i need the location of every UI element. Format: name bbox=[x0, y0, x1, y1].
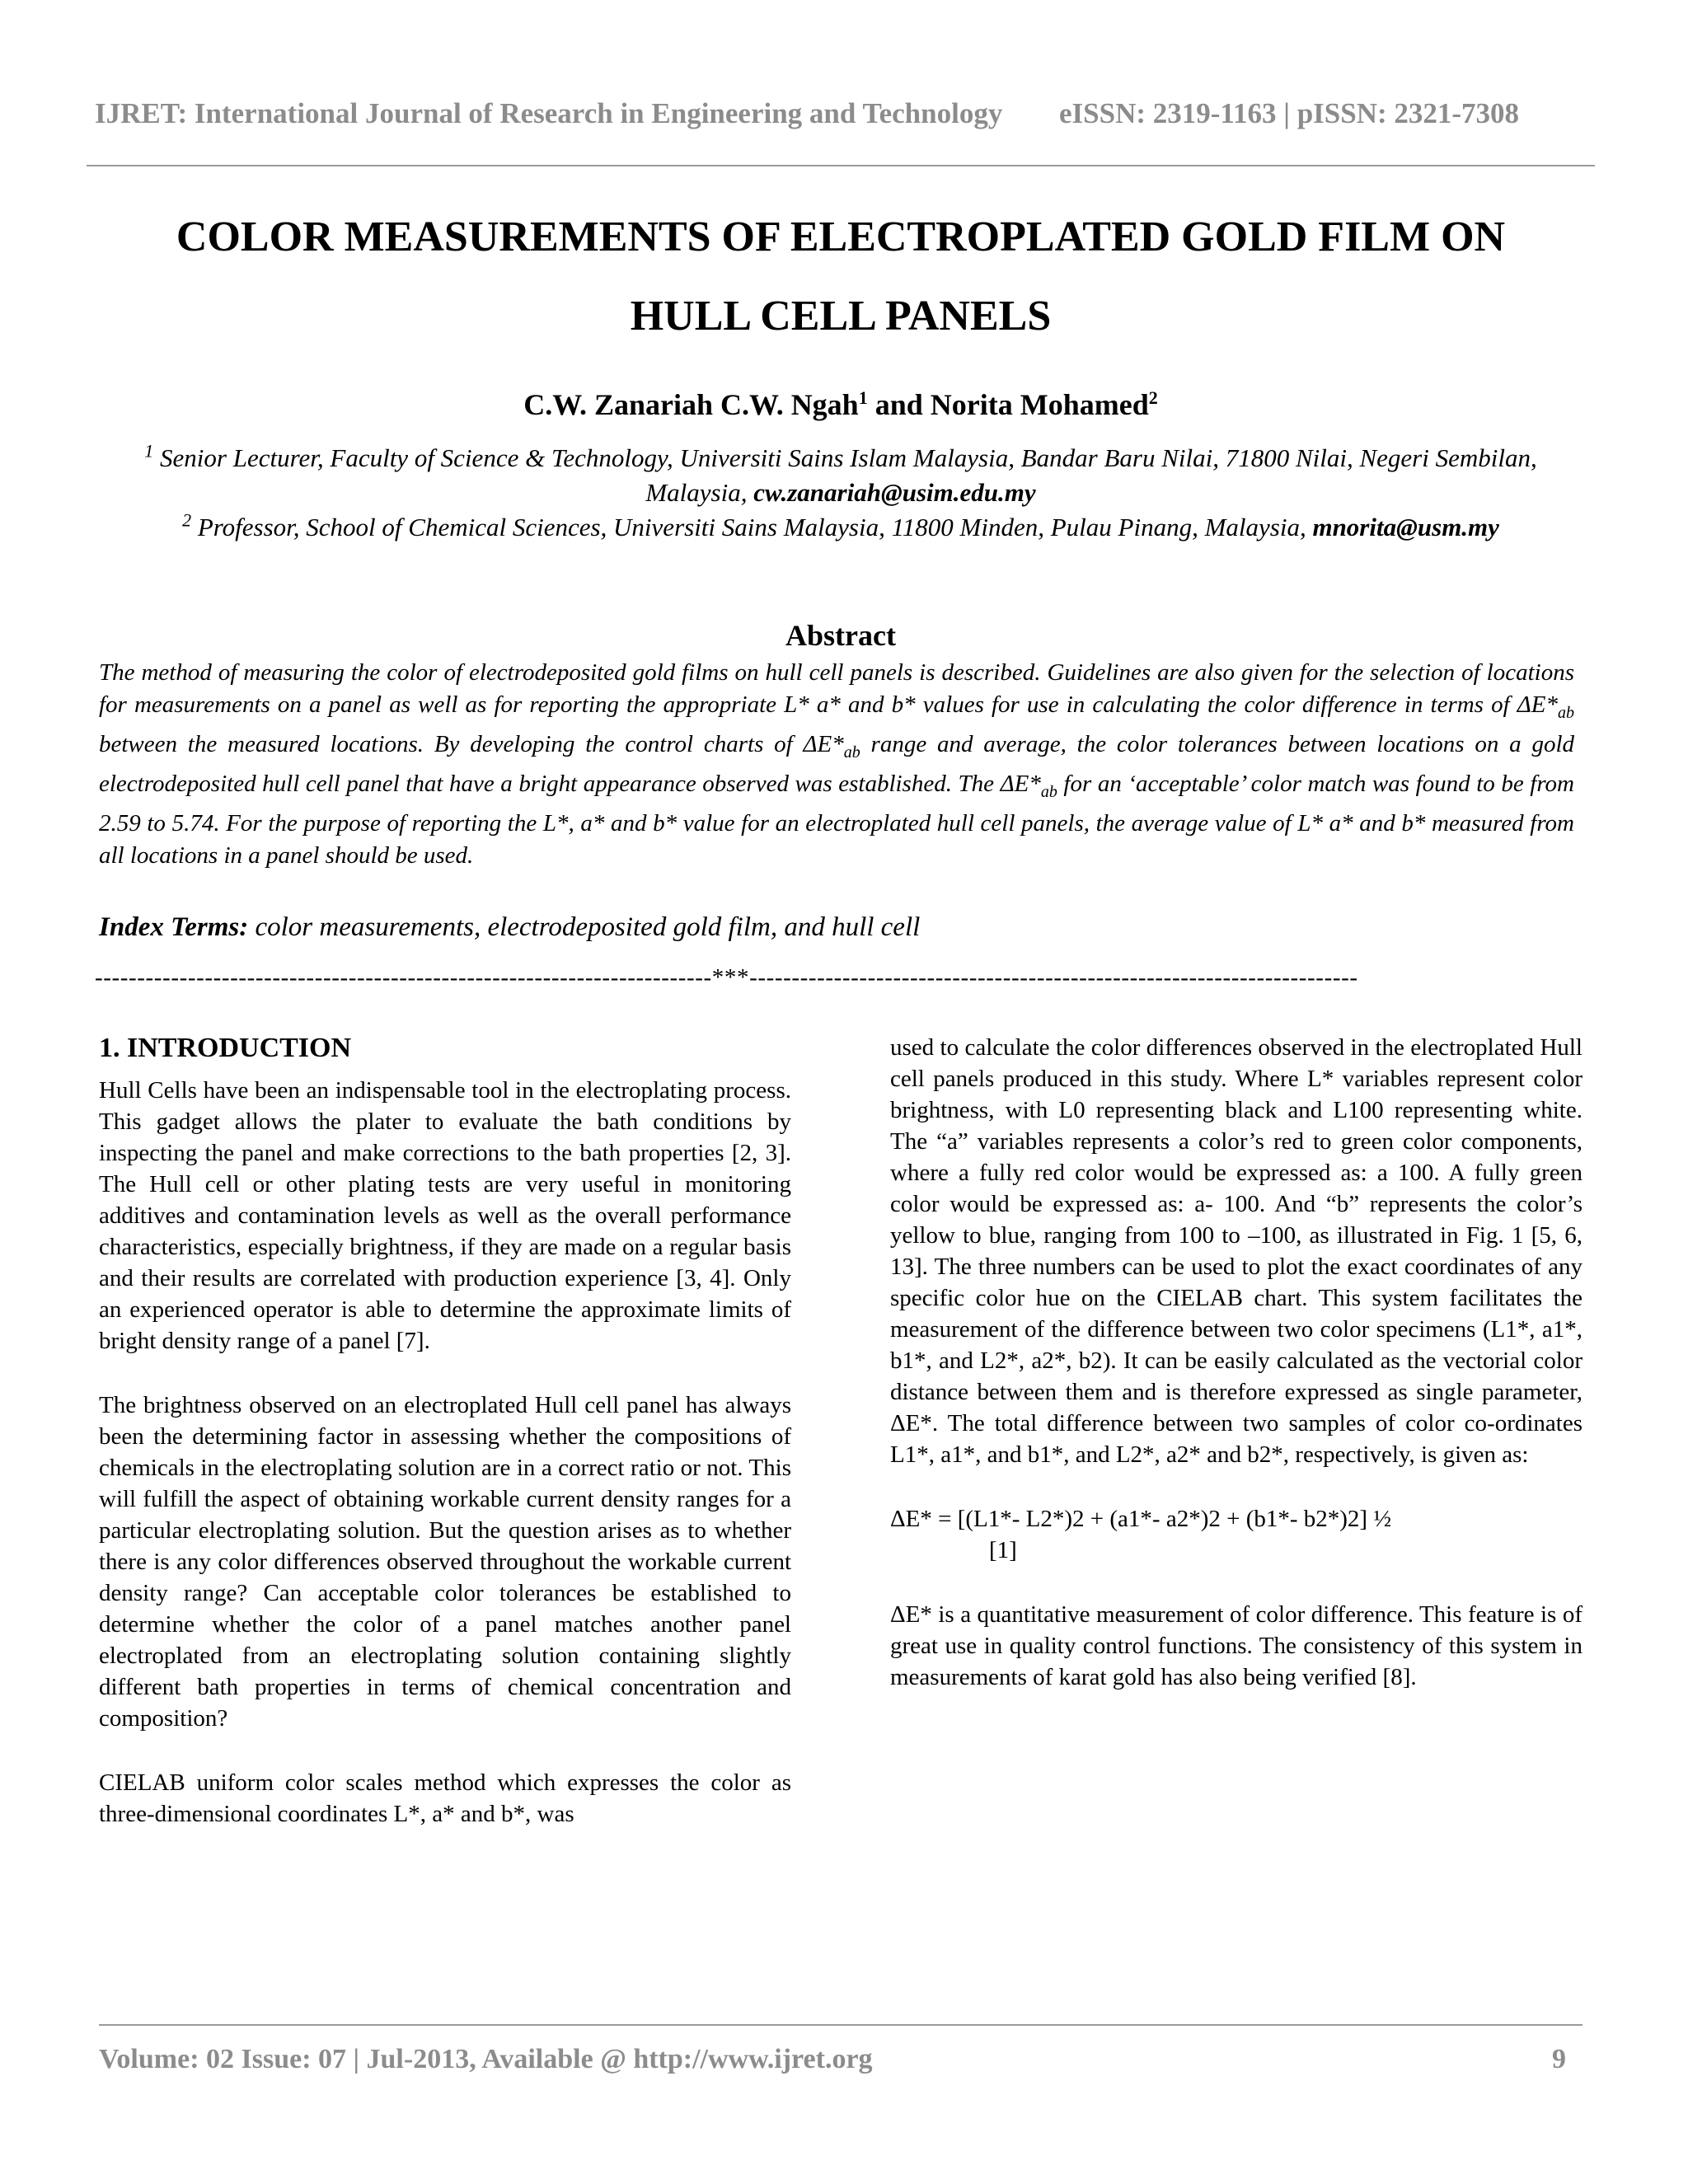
affiliation-1 bbox=[99, 441, 1582, 510]
page-number: 9 bbox=[1552, 2044, 1566, 2074]
author-1-mark: 1 bbox=[858, 387, 868, 408]
author-list bbox=[99, 387, 1582, 422]
intro-paragraph-2: The brightness observed on an electroplated Hull cell panel has always been the determining factor in assessing whether the compositions of chemicals in the electroplating solution are in a correct ratio or not. This will fulfill the aspect of obtaining workable current density ranges for a particular electroplating solution. But the question arises as to whether there is any color differences observed throughout the workable current density range? Can acceptable color tolerances be established to determine whether the color of a panel matches another panel electroplated from an electroplating solution containing slightly different bath properties in terms of chemical concentration and composition? bbox=[99, 1392, 791, 1732]
abstract-part-4: for an ‘acceptable’ color match was found to be from 2.59 to 5.74. For the purpose of reporting the L*, a* and b* value for an electroplated hull cell panels, the average value of L* a* and b* measured from all locations in a panel should be used. bbox=[99, 771, 1574, 869]
author-2-mark: 2 bbox=[1148, 387, 1158, 408]
affiliation-2-email[interactable]: mnorita@usm.my bbox=[1312, 513, 1499, 541]
header-rule bbox=[87, 165, 1595, 166]
affiliations bbox=[99, 441, 1582, 545]
intro-paragraph-1: Hull Cells have been an indispensable tool in the electroplating process. This gadget allows the plater to evaluate the bath conditions by inspecting the panel and make corrections to the bath properties [2, 3]. The Hull cell or other plating tests are very useful in monitoring additives and contamination levels as well as the overall performance characteristics, especially brightness, if they are made on a regular basis and their results are correlated with production experience [3, 4]. Only an experienced operator is able to determine the approximate limits of bright density range of a panel [7]. bbox=[99, 1077, 791, 1354]
section-heading-introduction: 1. INTRODUCTION bbox=[99, 1033, 352, 1063]
issn-numbers: eISSN: 2319-1163 | pISSN: 2321-7308 bbox=[1059, 97, 1520, 129]
affiliation-1-email[interactable]: cw.zanariah@usim.edu.my bbox=[753, 478, 1036, 507]
paper-title bbox=[99, 198, 1582, 356]
footer-rule bbox=[99, 2024, 1582, 2026]
title-line-1: COLOR MEASUREMENTS OF ELECTROPLATED GOLD FILM ON bbox=[176, 213, 1506, 260]
abstract-heading: Abstract bbox=[785, 619, 896, 652]
affiliation-2-text: Professor, School of Chemical Sciences, Universiti Sains Malaysia, 11800 Minden, Pulau Pinang, Malaysia, bbox=[191, 513, 1313, 541]
author-conjunction: and bbox=[867, 388, 931, 421]
running-footer bbox=[99, 2044, 1566, 2075]
affiliation-1-mark: 1 bbox=[144, 440, 154, 462]
section-separator: -------------------------------------------------------------------------***------------------------------------------------------------------------ bbox=[95, 964, 1358, 991]
equation-formula: ΔE* = [(L1*- L2*)2 + (a1*- a2*)2 + (b1*- b2*)2] ½ bbox=[890, 1506, 1392, 1532]
abstract-part-3: range and average, the color tolerances between locations on a gold electrodeposited hull cell panel that have a bright appearance observed was established. The ΔE* bbox=[99, 730, 1574, 798]
title-line-2: HULL CELL PANELS bbox=[630, 293, 1052, 340]
footer-citation: Volume: 02 Issue: 07 | Jul-2013, Available @ http://www.ijret.org bbox=[99, 2044, 873, 2074]
cielab-paragraph: used to calculate the color differences observed in the electroplated Hull cell panels produced in this study. Where L* variables represent color brightness, with L0 representing black and L100 representing white. The “a” variables represents a color’s red to green color components, where a fully red color would be expressed as: a 100. A fully green color would be expressed as: a- 100. And “b” represents the color’s yellow to blue, ranging from 100 to –100, as illustrated in Fig. 1 [5, 6, 13]. The three numbers can be used to plot the exact coordinates of any specific color hue on the CIELAB chart. This system facilitates the measurement of the difference between two color specimens (L1*, a1*, b1*, and L2*, a2*, b2). It can be easily calculated as the vectorial color distance between them and is therefore expressed as single parameter, ΔE*. The total difference between two samples of color co-ordinates L1*, a1*, and b1*, and L2*, a2* and b2*, respectively, is given as: bbox=[890, 1034, 1582, 1468]
affiliation-2-mark: 2 bbox=[182, 509, 192, 531]
equation-1 bbox=[890, 1503, 1582, 1566]
abstract-part-1: The method of measuring the color of electrodeposited gold films on hull cell panels is described. Guidelines are also given for the selection of locations for measurements on a panel as well as for reporting the appropriate L* a* and b* values for use in calculating the color difference in terms of ΔE* bbox=[99, 659, 1574, 718]
author-2: Norita Mohamed bbox=[930, 388, 1149, 421]
journal-name: IJRET: International Journal of Research in Engineering and Technology bbox=[95, 97, 1003, 129]
affiliation-2 bbox=[99, 510, 1582, 545]
right-column bbox=[890, 1032, 1582, 1726]
abstract-subscript-1: ab bbox=[1558, 703, 1574, 722]
abstract-part-2: between the measured locations. By developing the control charts of ΔE* bbox=[99, 730, 844, 757]
index-terms bbox=[99, 912, 1582, 943]
equation-number: [1] bbox=[989, 1537, 1017, 1563]
abstract-text bbox=[99, 657, 1574, 871]
intro-paragraph-3: CIELAB uniform color scales method which expresses the color as three-dimensional coordinates L*, a* and b*, was bbox=[99, 1769, 791, 1827]
abstract-subscript-2: ab bbox=[843, 743, 860, 762]
delta-e-paragraph: ΔE* is a quantitative measurement of color difference. This feature is of great use in quality control functions. The consistency of this system in measurements of karat gold has also being verified [8]. bbox=[890, 1601, 1582, 1690]
affiliation-1-text: Senior Lecturer, Faculty of Science & Technology, Universiti Sains Islam Malaysia, Bandar Baru Nilai, 71800 Nilai, Negeri Sembilan, Malaysia, bbox=[153, 443, 1537, 507]
running-header bbox=[95, 97, 1595, 130]
index-terms-text: color measurements, electrodeposited gold film, and hull cell bbox=[248, 912, 921, 942]
author-1: C.W. Zanariah C.W. Ngah bbox=[523, 388, 859, 421]
index-terms-label: Index Terms: bbox=[99, 912, 249, 942]
left-column bbox=[99, 1030, 791, 1863]
abstract-subscript-3: ab bbox=[1040, 782, 1057, 801]
